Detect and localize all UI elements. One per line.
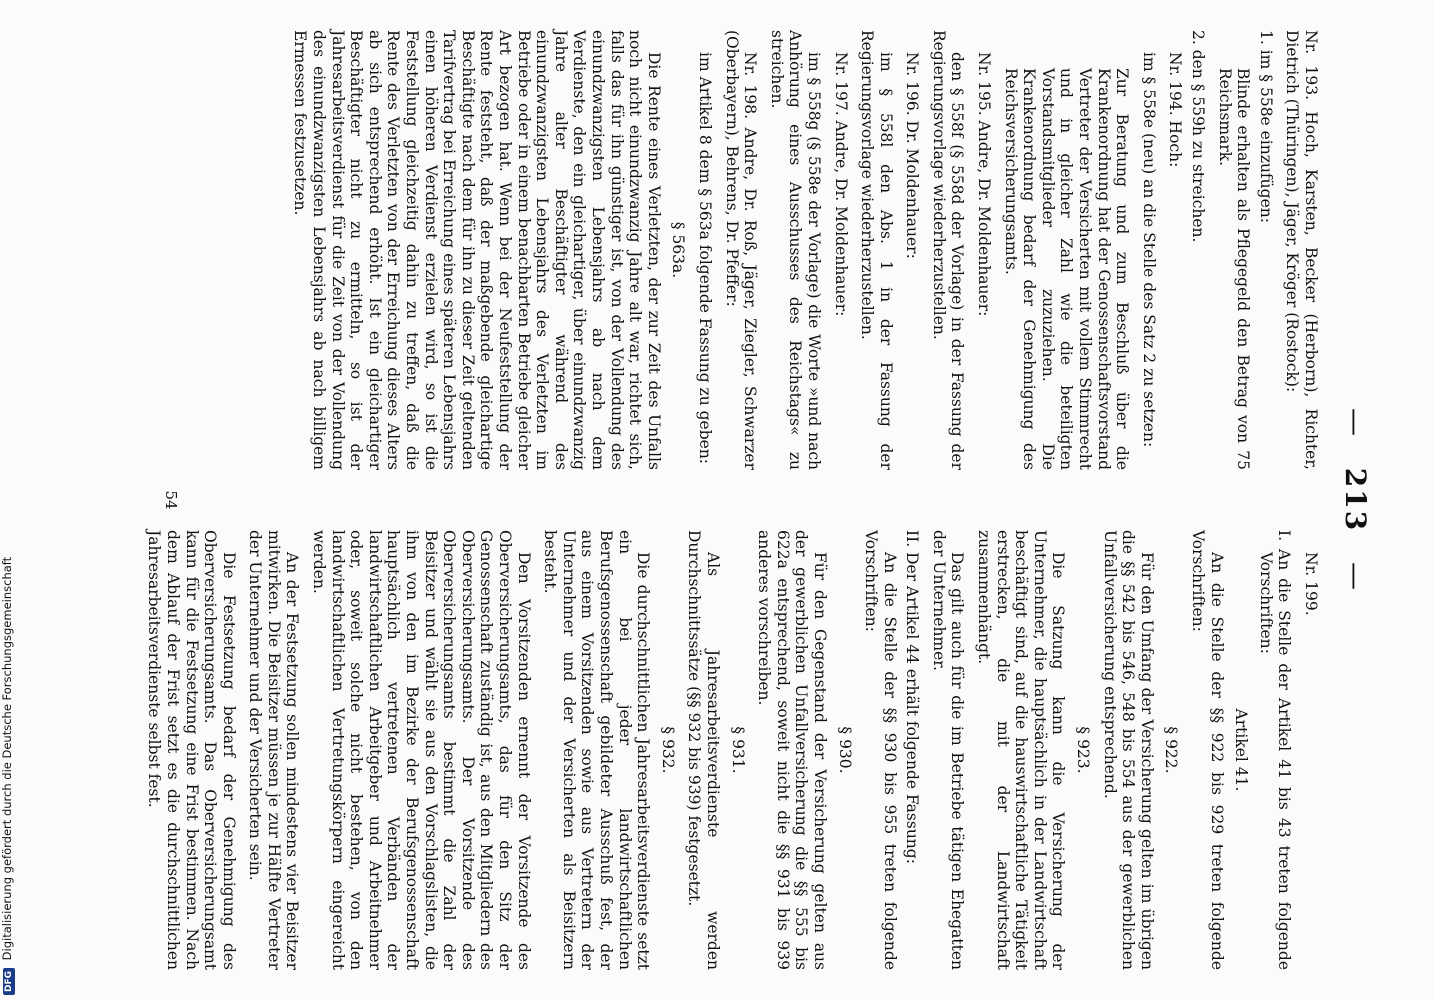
digitization-note [0, 557, 15, 995]
article-41-heading: Artikel 41. [1232, 708, 1251, 792]
article-41-text: An die Stelle der §§ 922 bis 929 treten folgende Vorschriften: [1189, 530, 1226, 970]
motion-193-item-1: 1. im § 558e einzufügen: [1256, 30, 1275, 223]
page-number: 213 [1339, 467, 1372, 533]
paragraph-923-text: Die Satzung kann die Versicherung der Unternehmer, die hauptsächlich in der Landwirtschaft beschäftigt sind, auf die hauswirtschaftliche Tätigkeit erstrecken, die mit der Landwirtschaft zusammenhängt. [975, 530, 1068, 970]
motion-197-text: im § 558g (§ 558e der Vorlage) die Worte »und nach Anhörung eines Ausschusses des Reichstags« zu streichen. [767, 30, 823, 470]
right-column [137, 530, 1320, 970]
motion-193-item-1-text: Blinde erhalten als Pflegegeld den Betrag von 75 Reichsmark. [1215, 68, 1253, 470]
paragraph-563a-heading: § 563a. [669, 221, 688, 279]
article-44-text: An die Stelle der §§ 930 bis 955 treten folgende Vorschriften: [862, 530, 899, 970]
motion-196-text: im § 558l den Abs. 1 in der Fassung der Regierungsvorlage wiederherzustellen. [858, 30, 895, 470]
motion-193-item-2: 2. den § 559h zu streichen. [1189, 30, 1208, 243]
digitization-note-text: Digitalisierung gefördert durch die Deutsche Forschungsgemeinschaft [0, 556, 14, 961]
header-dash-left: — [1339, 408, 1372, 439]
motion-199-part-II: II. Der Artikel 44 erhält folgende Fassung: [903, 530, 922, 864]
rotated-page-content [145, 0, 1390, 1000]
paragraph-932-text-2: Den Vorsitzenden ernennt der Vorsitzende des Oberversicherungsamts, das für den Sitz der Genossenschaft zuständig ist, aus den Mitgliedern des Oberversicherungsamts. Der Vorsitzende des Oberversicherungsamts bestimmt die Zahl der Beisitzer und wählt sie aus den Vorschlagslisten, die ihm von den im Bezirke der Berufsgenossenschaft hauptsächlich vertretenen Verbänden der landwirtschaftlichen Arbeitgeber und Arbeitnehmer oder, soweit solche nicht bestehen, von den landwirtschaftlichen Vertretungskörpern eingereicht werden. [310, 530, 533, 970]
paragraph-923-heading: § 923. [1074, 726, 1093, 774]
motion-195-text: den § 558f (§ 558d der Vorlage) in der Fassung der Regierungsvorlage wiederherzustellen. [929, 30, 967, 470]
motion-194-quote: Zur Beratung und zum Beschluß über die Krankenordnung hat der Genossenschaftsvorstand Vertreter der Versicherten mit vollem Stimmrecht und in gleicher Zahl wie die beteiligten Vorstandsmitglieder zuzuziehen. Die Krankenordnung bedarf der Genehmigung des Reichsversicherungsamts. [1001, 68, 1132, 470]
signature-mark: 54 [162, 490, 180, 510]
motion-193-heading: Nr. 193. Hoch, Karsten, Becker (Herborn), Richter, Dietrich (Thüringen), Jäger, Kröger (Rostock): [1283, 30, 1320, 470]
motion-194-text: im § 558e (neu) an die Stelle des Satz 2 zu setzen: [1139, 52, 1158, 448]
motion-199-part-I: I. An die Stelle der Artikel 41 bis 43 treten folgende Vorschriften: [1256, 530, 1294, 970]
paragraph-931-text: Als Jahresarbeitsverdienste werden Durchschnittssätze (§§ 932 bis 939) festgesetzt. [685, 530, 722, 970]
header-dash-right: — [1339, 561, 1372, 592]
motion-199-heading: Nr. 199. [1302, 552, 1320, 616]
paragraph-932-heading: § 932. [658, 726, 677, 774]
motion-197-heading: Nr. 197. Andre, Dr. Moldenhauer: [831, 52, 850, 317]
motion-196-heading: Nr. 196. Dr. Moldenhauer: [903, 52, 922, 259]
paragraph-922-heading: § 922. [1162, 726, 1181, 774]
paragraph-932-text-3: An der Festsetzung sollen mindestens vier Beisitzer mitwirken. Die Beisitzer müssen je zur Hälfte Vertreter der Unternehmer und der Versicherten sein. [246, 530, 302, 970]
paragraph-923-text-2: Das gilt auch für die im Betriebe tätigen Ehegatten der Unternehmer. [929, 530, 967, 970]
motion-194-heading: Nr. 194. Hoch: [1166, 52, 1185, 168]
paragraph-932-text: Die durchschnittlichen Jahresarbeitsverdienste setzt ein bei jeder landwirtschaftlichen Berufsgenossenschaft gebildeter Ausschuß fest, der aus einem Vorsitzenden sowie aus Vertretern der Unternehmer und der Versicherten als Beisitzern besteht. [541, 530, 653, 970]
paragraph-563a-text: Die Rente eines Verletzten, der zur Zeit des Unfalls noch nicht einundzwanzig Jahre alt war, richtet sich, falls das für ihn günstiger ist, von der Vollendung des einundzwanzigsten Lebensjahrs ab nach dem Verdienste, den ein gleichartiger, über einundzwanzig Jahre alter Beschäftigter während des einundzwanzigsten Lebensjahrs des Verletzten im Betriebe oder in einem benachbarten Betriebe gleicher Art bezogen hat. Wenn bei der Neufeststellung der Rente feststeht, daß der maßgebende gleichartige Beschäftigte nach dem für ihn zu dieser Zeit geltenden Tarifvertrag bei Erreichung eines späteren Lebensjahrs einen höheren Verdienst erzielen wird, so ist die Feststellung gleichzeitig dahin zu treffen, daß die Rente des Verletzten von der Erreichung dieses Alters ab sich entsprechend erhöht. Ist ein gleichartiger Beschäftigter nicht zu ermitteln, so ist der Jahresarbeitsverdienst für die Zeit von der Vollendung des einundzwanzigsten Lebensjahrs ab nach billigem Ermessen festzusetzen. [291, 30, 663, 470]
left-column [283, 30, 1320, 470]
paragraph-930-heading: § 930. [835, 726, 854, 774]
dfg-logo: DFG [3, 968, 15, 995]
motion-198-heading: Nr. 198. Andre, Dr. Roß, Jäger, Ziegler, Schwarzer (Oberbayern), Behrens, Dr. Pfeffer: [722, 30, 760, 470]
motion-198-text: im Artikel 8 dem § 563a folgende Fassung zu geben: [695, 52, 714, 465]
paragraph-922-text: Für den Umfang der Versicherung gelten im übrigen die §§ 542 bis 546, 548 bis 554 aus der gewerblichen Unfallversicherung entsprechend. [1100, 530, 1156, 970]
page-header [1339, 0, 1372, 1000]
paragraph-932-text-4: Die Festsetzung bedarf der Genehmigung des Oberversicherungsamts. Das Oberversicherungsamt kann für die Festsetzung eine Frist bestimmen. Nach dem Ablauf der Frist setzt es die durchschnittlichen Jahresarbeitsverdienste selbst fest. [145, 530, 238, 970]
paragraph-930-text: Für den Gegenstand der Versicherung gelten aus der gewerblichen Unfallversicherung die §§ 555 bis 622a entsprechend, soweit nicht die §§ 931 bis 939 anderes vorschreiben. [755, 530, 829, 970]
paragraph-931-heading: § 931. [728, 726, 747, 774]
motion-195-heading: Nr. 195. Andre, Dr. Moldenhauer: [975, 52, 994, 317]
